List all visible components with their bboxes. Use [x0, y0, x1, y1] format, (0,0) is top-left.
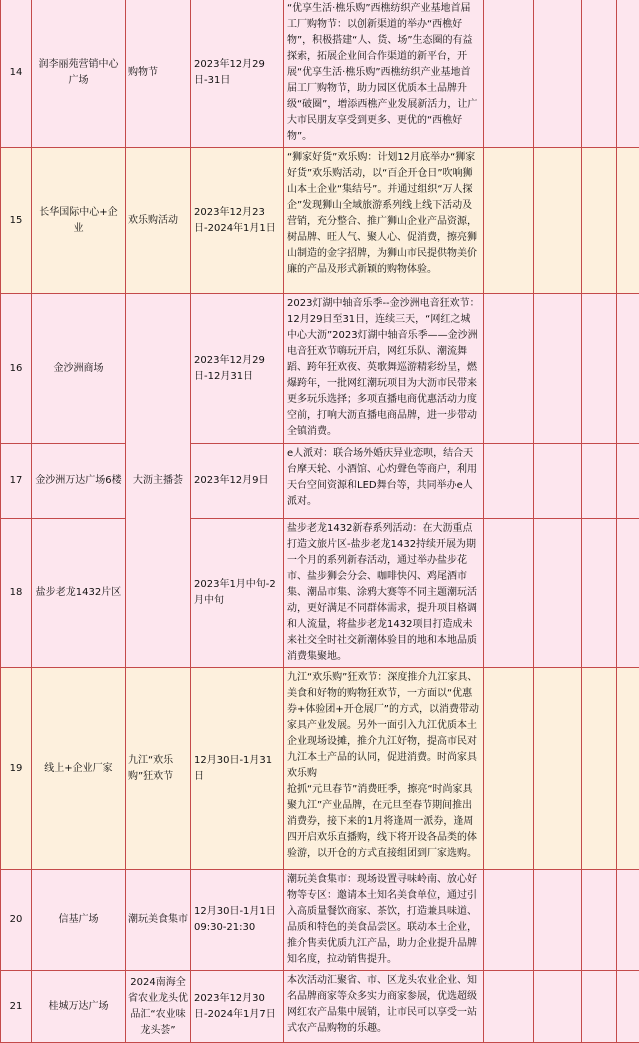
activity-name-cell: 2024南海全省农业龙头优品汇“农业味 龙头荟” [126, 971, 191, 1043]
row-number: 17 [1, 444, 32, 519]
empty-cell [534, 148, 582, 294]
activity-name-cell: 购物节 [126, 0, 191, 148]
empty-cell [484, 444, 534, 519]
empty-cell [534, 870, 582, 971]
empty-cell [484, 294, 534, 444]
activity-name-cell: 九江“欢乐购”狂欢节 [126, 668, 191, 870]
description-cell: 本次活动汇聚省、市、区龙头农业企业、知名品牌商家等众多实力商家参展，优选超级网红农产品集中展销，让市民可以享受一站式农产品购物的乐趣。 [284, 971, 484, 1043]
description-cell: 潮玩美食集市：现场设置寻味岭南、放心好物等专区：邀请本土知名美食单位，通过引入高质量餐饮商家、茶饮，打造兼具味道、品质和特色的美食品尝区。联动本土企业，推介售卖优质九江产品，助力企业提升品牌知名度，拉动销售提升。 [284, 870, 484, 971]
row-number: 18 [1, 519, 32, 668]
empty-cell [534, 0, 582, 148]
empty-cell [617, 148, 639, 294]
empty-cell [617, 0, 639, 148]
activity-name-cell: 大沥主播荟 [126, 294, 191, 668]
venue-cell: 信基广场 [32, 870, 126, 971]
empty-cell [582, 519, 617, 668]
empty-cell [484, 519, 534, 668]
time-cell: 2023年12月23日-2024年1月1日 [191, 148, 284, 294]
description-cell: “狮家好货”欢乐购：计划12月底举办“狮家好货”欢乐购活动，以“百企开仓日”吹响狮山本土企业“集结号”。并通过组织“万人探企”发现狮山全域旅游系列线上线下活动及营销，充分整合、推广狮山企业产品资源，树品牌、旺人气、聚人心、促消费，擦亮狮山制造的金字招牌，为狮山市民提供物美价廉的产品及形式新颖的购物体验。 [284, 148, 484, 294]
description-cell: 盐步老龙1432新春系列活动：在大沥重点打造文旅片区-盐步老龙1432持续开展为期一个月的系列新春活动，通过举办盐步花市、盐步狮会分会、咖啡快闪、鸡尾酒市集、潮品市集、涂鸦大赛等不同主题潮玩活动，更好满足不同群体需求，提升项目格调和人流量，将盐步老龙1432项目打造成未来社交全时社交新潮体验目的地和本地品质消费集聚地。 [284, 519, 484, 668]
row-number: 20 [1, 870, 32, 971]
empty-cell [484, 148, 534, 294]
row-number: 15 [1, 148, 32, 294]
row-number: 14 [1, 0, 32, 148]
empty-cell [617, 870, 639, 971]
description-cell: “优享生活·樵乐购”西樵纺织产业基地首届工厂购物节：以创新渠道的举办“西樵好物”，积极搭建“人、货、场”生态圈的有益探索，拓展企业间合作渠道的新平台，开展“优享生活·樵乐购”西樵纺织产业基地首届工厂购物节，助力园区优质本土品牌升级“破圈”，增添西樵产业发展新活力，让广大市民朋友享受到更多、更优的“西樵好物”。 [284, 0, 484, 148]
venue-cell: 长华国际中心+企业 [32, 148, 126, 294]
empty-cell [534, 294, 582, 444]
table-row [1, 668, 639, 870]
table-row [1, 294, 639, 444]
empty-cell [582, 294, 617, 444]
empty-cell [484, 870, 534, 971]
row-number: 16 [1, 294, 32, 444]
venue-cell: 盐步老龙1432片区 [32, 519, 126, 668]
empty-cell [582, 0, 617, 148]
empty-cell [582, 148, 617, 294]
empty-cell [617, 444, 639, 519]
empty-cell [534, 444, 582, 519]
row-number: 21 [1, 971, 32, 1043]
time-cell: 2023年12月29日-12月31日 [191, 294, 284, 444]
venue-cell: 桂城万达广场 [32, 971, 126, 1043]
empty-cell [617, 668, 639, 870]
empty-cell [484, 668, 534, 870]
time-cell: 2023年12月30日-2024年1月7日 [191, 971, 284, 1043]
time-cell: 12月30日-1月1日 09:30-21:30 [191, 870, 284, 971]
time-cell: 12月30日-1月31日 [191, 668, 284, 870]
activity-name-cell: 欢乐购活动 [126, 148, 191, 294]
empty-cell [534, 668, 582, 870]
table-row [1, 444, 639, 519]
description-cell: 2023灯湖中轴音乐季--金沙洲电音狂欢节：12月29日至31日，连续三天，“网红之城中心大沥”2023灯湖中轴音乐季——金沙洲电音狂欢节嗨玩开启，网红乐队、潮流舞蹈、跨年狂欢夜、英歌舞巡游精彩纷呈，燃爆跨年，一批网红潮玩项目为大沥市民带来更多玩乐选择；多项直播电商优惠活动力度空前，打响大沥直播电商品牌，进一步带动全镇消费。 [284, 294, 484, 444]
empty-cell [484, 0, 534, 148]
empty-cell [617, 519, 639, 668]
time-cell: 2023年12月29日-31日 [191, 0, 284, 148]
empty-cell [534, 519, 582, 668]
empty-cell [582, 444, 617, 519]
time-cell: 2023年1月中旬-2月中旬 [191, 519, 284, 668]
venue-cell: 线上+企业厂家 [32, 668, 126, 870]
activity-name-cell: 潮玩美食集市 [126, 870, 191, 971]
description-cell: e人派对：联合场外婚庆异业恋呗，结合天台摩天轮、小酒馆、心灼聲色等商户，利用天台空间资源和LED舞台等，共同举办e人派对。 [284, 444, 484, 519]
empty-cell [617, 294, 639, 444]
table-row [1, 0, 639, 148]
empty-cell [582, 668, 617, 870]
venue-cell: 金沙洲商场 [32, 294, 126, 444]
empty-cell [582, 870, 617, 971]
venue-cell: 金沙洲万达广场6楼 [32, 444, 126, 519]
table-row [1, 519, 639, 668]
time-cell: 2023年12月9日 [191, 444, 284, 519]
description-cell: 九江“欢乐购”狂欢节：深度推介九江家具、美食和好物的购物狂欢节，一方面以“优惠券+体验团+开仓展厂”的方式，以消费带动家具产业发展。另外一面引入九江优质本土企业现场设摊，推介九江好物，提高市民对九江本土产品的认同，促进消费。时尚家具欢乐购 抢抓“元旦春节”消费旺季，擦亮“时尚家具聚九江”产业品牌，在元旦至春节期间推出消费券，接下来的1月将逢周一派券，逢周四开启欢乐直播购，线下将开设各品类的体验游，以开仓的方式直接组团到厂家选购。 [284, 668, 484, 870]
table-row [1, 148, 639, 294]
table-row [1, 870, 639, 971]
row-number: 19 [1, 668, 32, 870]
venue-cell: 润李丽苑营销中心广场 [32, 0, 126, 148]
